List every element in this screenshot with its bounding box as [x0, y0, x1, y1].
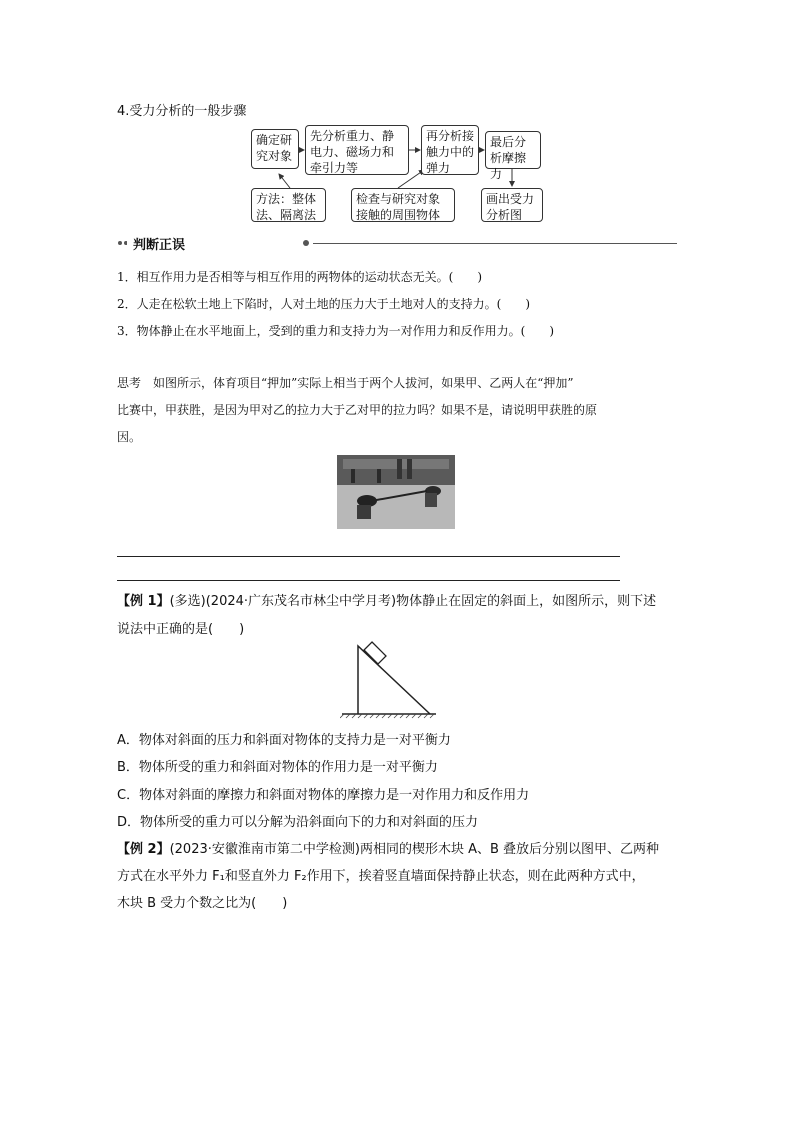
- example2-line-2: 方式在水平外力 F₁和竖直外力 F₂作用下，挨着竖直墙面保持静止状态，则在此两种方式中，: [117, 869, 645, 884]
- flow-box-object: 确定研究对象: [251, 129, 299, 169]
- option-c: C．物体对斜面的摩擦力和斜面对物体的摩擦力是一对作用力和反作用力: [117, 788, 530, 803]
- incline-figure: [340, 640, 440, 720]
- answer-line-2: [117, 580, 620, 581]
- answer-line-1: [117, 556, 620, 557]
- option-d: D．物体所受的重力可以分解为沿斜面向下的力和对斜面的压力: [117, 815, 479, 830]
- flow-box-method: 方法：整体法、隔离法: [251, 188, 326, 222]
- flow-box-check: 检查与研究对象接触的周围物体: [351, 188, 455, 222]
- flow-box-field-forces: 先分析重力、静电力、磁场力和牵引力等: [305, 125, 409, 175]
- flow-box-friction: 最后分析摩擦力: [485, 131, 541, 169]
- example1-line-2: 说法中正确的是( ): [117, 622, 245, 637]
- example2-line-1: [117, 838, 659, 857]
- section-header: [117, 234, 677, 252]
- example1-line-1: [117, 590, 656, 609]
- judgment-item-1: 1．相互作用力是否相等与相互作用的两物体的运动状态无关。( ): [117, 270, 483, 284]
- think-line-2: 比赛中，甲获胜，是因为甲对乙的拉力大于乙对甲的拉力吗？如果不是，请说明甲获胜的原: [117, 403, 598, 417]
- example2-tag: 【例 2】: [117, 842, 170, 857]
- option-a: A．物体对斜面的压力和斜面对物体的支持力是一对平衡力: [117, 733, 451, 748]
- section-divider: [313, 243, 677, 244]
- flow-box-draw: 画出受力分析图: [481, 188, 543, 222]
- section-title: 判断正误: [133, 238, 186, 253]
- think-line-1: 思考 如图所示，体育项目“押加”实际上相当于两个人拔河，如果甲、乙两人在“押加”: [117, 376, 574, 390]
- example2-line-3: 木块 B 受力个数之比为( ): [117, 896, 288, 911]
- example1-stem: (多选)(2024·广东茂名市林尘中学月考)物体静止在固定的斜面上，如图所示，则下述: [169, 594, 657, 609]
- example1-tag: 【例 1】: [117, 594, 170, 609]
- steps-heading: 4.受力分析的一般步骤: [117, 104, 247, 119]
- example2-stem: (2023·安徽淮南市第二中学检测)两相同的楔形木块 A、B 叠放后分别以图甲、乙两种: [169, 842, 660, 857]
- option-b: B．物体所受的重力和斜面对物体的作用力是一对平衡力: [117, 760, 438, 775]
- dots-right-icon: [301, 238, 311, 248]
- dots-left-icon: [117, 238, 127, 248]
- flow-box-elastic: 再分析接触力中的弹力: [421, 125, 479, 175]
- yajia-photo: [337, 455, 455, 529]
- judgment-item-3: 3．物体静止在水平地面上，受到的重力和支持力为一对作用力和反作用力。( ): [117, 324, 555, 338]
- think-line-3: 因。: [117, 430, 142, 444]
- judgment-item-2: 2．人走在松软土地上下陷时，人对土地的压力大于土地对人的支持力。( ): [117, 297, 531, 311]
